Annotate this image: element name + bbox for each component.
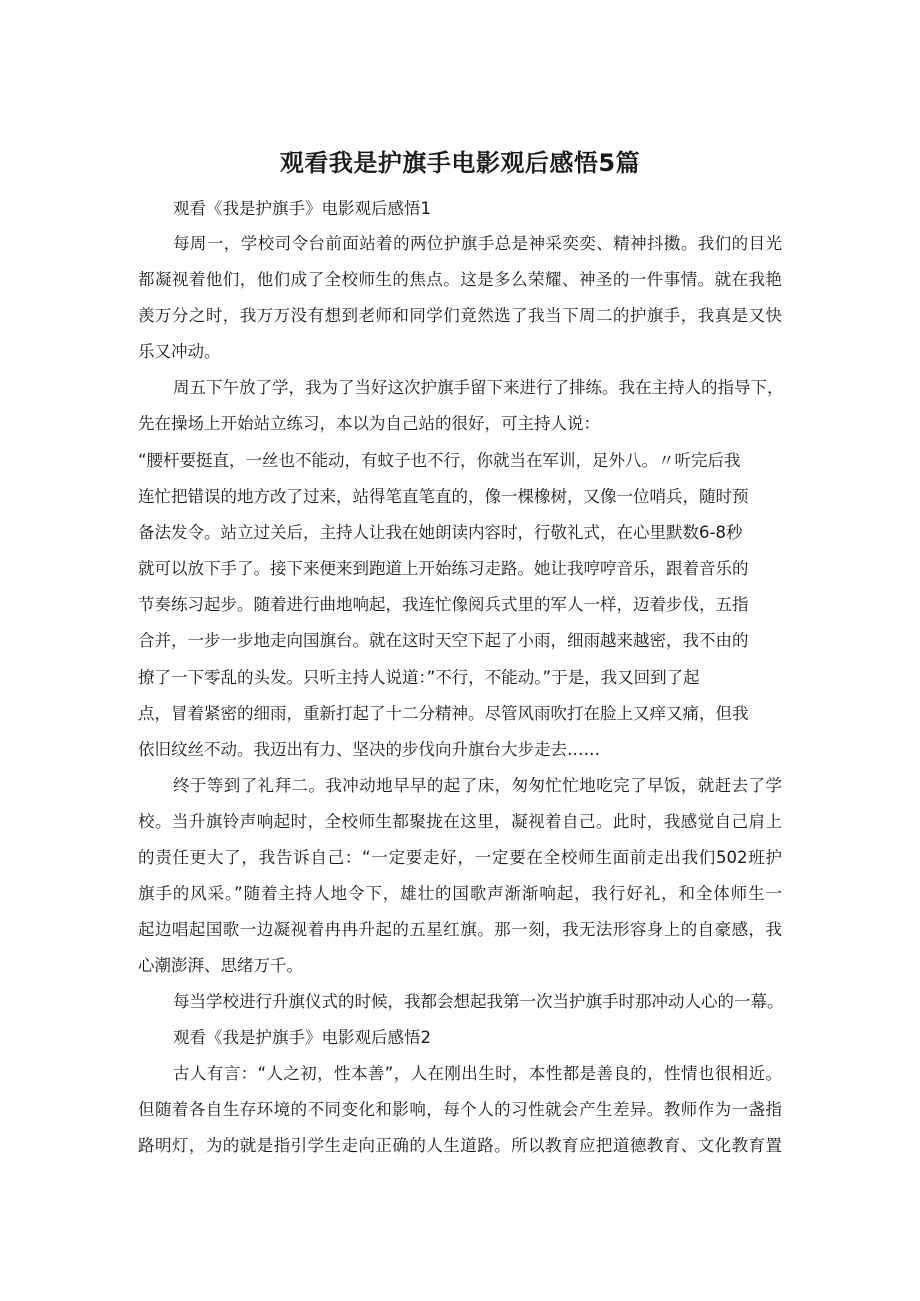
paragraph-line: “腰杆要挺直，一丝也不能动，有蚊子也不行，你就当在军训，足外八。〃听完后我: [138, 451, 741, 470]
paragraph-line: 终于等到了礼拜二。我冲动地早早的起了床，匆匆忙忙地吃完了早饭，就赶去了学: [173, 776, 782, 795]
paragraph-line: 备法发令。站立过关后，主持人让我在她朗读内容时，行敬礼式，在心里默数6-8秒: [138, 523, 743, 542]
paragraph-line: 都凝视着他们，他们成了全校师生的焦点。这是多么荣耀、神圣的一件事情。就在我艳: [138, 270, 782, 289]
paragraph-line: 校。当升旗铃声响起时，全校师生都聚拢在这里，凝视着自己。此时，我感觉自己肩上: [138, 812, 782, 831]
paragraph-line: 乐又冲动。: [138, 342, 221, 361]
paragraph-line: 每当学校进行升旗仪式的时候，我都会想起我第一次当护旗手时那冲动人心的一幕。: [173, 992, 784, 1011]
paragraph-line: 路明灯，为的就是指引学生走向正确的人生道路。所以教育应把道德教育、文化教育置: [138, 1136, 782, 1155]
paragraph-line: 但随着各自生存环境的不同变化和影响，每个人的习性就会产生差异。教师作为一盏指: [138, 1100, 782, 1119]
paragraph-line: 旗手的风采。”随着主持人地令下，雄壮的国歌声渐渐响起，我行好礼，和全体师生一: [138, 884, 782, 903]
paragraph-line: 连忙把错误的地方改了过来，站得笔直笔直的，像一棵橡树，又像一位哨兵，随时预: [138, 487, 749, 506]
paragraph-line: 心潮澎湃、思绪万千。: [138, 956, 303, 975]
paragraph-line: 的责任更大了，我告诉自己：“一定要走好，一定要在全校师生面前走出我们502班护: [138, 848, 782, 867]
paragraph-line: 先在操场上开始站立练习，本以为自己站的很好，可主持人说：: [138, 414, 600, 433]
page-title: 观看我是护旗手电影观后感悟5篇: [279, 149, 641, 177]
section-heading-2: 观看《我是护旗手》电影观后感悟2: [173, 1028, 431, 1047]
paragraph-line: 古人有言：“人之初，性本善”，人在刚出生时，本性都是善良的，性情也很相近。: [173, 1064, 782, 1083]
paragraph-line: 依旧纹丝不动。我迈出有力、坚决的步伐向升旗台大步走去……: [138, 740, 600, 759]
paragraph-line: 节奏练习起步。随着进行曲地响起，我连忙像阅兵式里的军人一样，迈着步伐，五指: [138, 595, 749, 614]
section-heading-1: 观看《我是护旗手》电影观后感悟1: [173, 199, 431, 218]
paragraph-line: 合并，一步一步地走向国旗台。就在这时天空下起了小雨，细雨越来越密，我不由的: [138, 631, 749, 650]
paragraph-line: 点，冒着紧密的细雨，重新打起了十二分精神。尽管风雨吹打在脸上又痒又痛，但我: [138, 704, 749, 723]
paragraph-line: 就可以放下手了。接下来便来到跑道上开始练习走路。她让我哼哼音乐，跟着音乐的: [138, 559, 749, 578]
paragraph-line: 每周一，学校司令台前面站着的两位护旗手总是神采奕奕、精神抖擞。我们的目光: [173, 234, 782, 253]
paragraph-line: 撩了一下零乱的头发。只听主持人说道：”不行，不能动。”于是，我又回到了起: [138, 668, 700, 687]
paragraph-line: 起边唱起国歌一边凝视着冉冉升起的五星红旗。那一刻，我无法形容身上的自豪感，我: [138, 920, 782, 939]
paragraph-line: 羡万分之时，我万万没有想到老师和同学们竟然选了我当下周二的护旗手，我真是又快: [138, 306, 782, 325]
paragraph-line: 周五下午放了学，我为了当好这次护旗手留下来进行了排练。我在主持人的指导下，: [173, 378, 784, 397]
